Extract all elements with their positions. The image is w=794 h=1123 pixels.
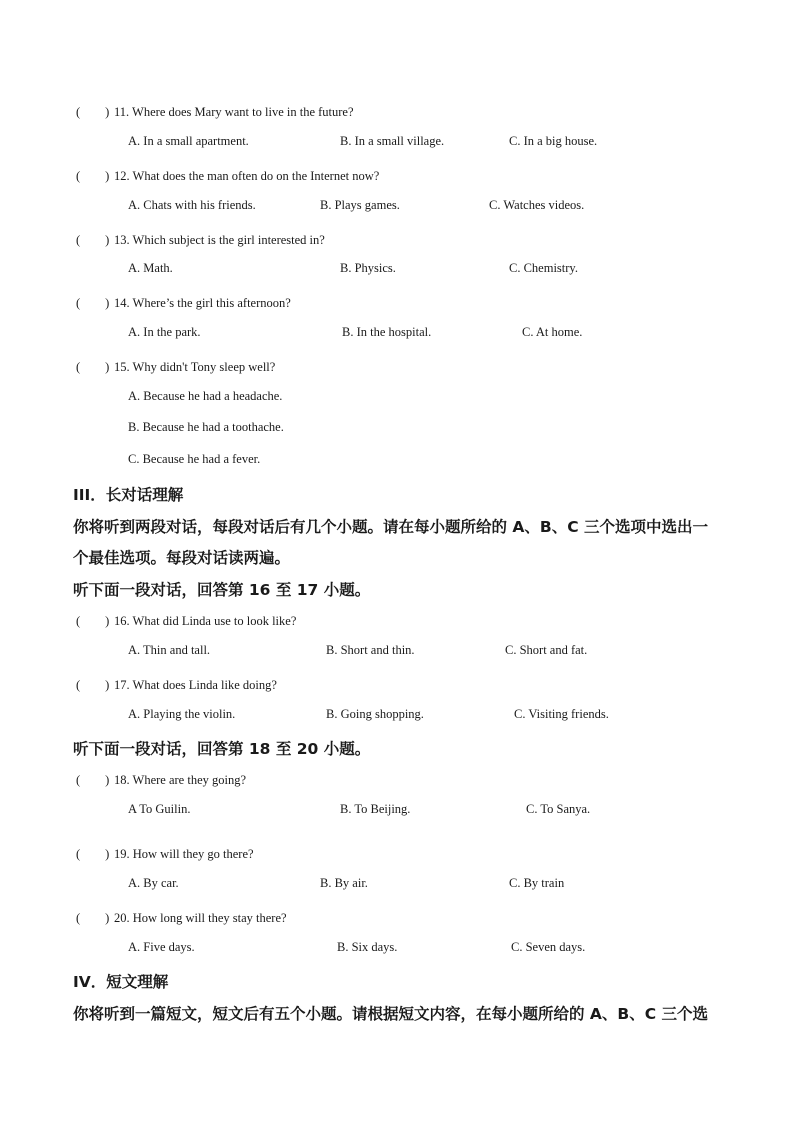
- question-16: [76, 611, 296, 629]
- section-4-instructions-line-1: 你将听到一篇短文，短文后有五个小题。请根据短文内容，在每小题所给的 A、B、C 三个选: [73, 1005, 708, 1023]
- section-4-title: IV．短文理解: [73, 973, 169, 991]
- answer-blank[interactable]: ( ): [76, 847, 110, 861]
- option-c: C. Seven days.: [511, 940, 586, 954]
- option-a: A. In the park.: [128, 325, 201, 339]
- option-b: B. Plays games.: [320, 198, 400, 212]
- question-17: [76, 675, 277, 693]
- question-13: [76, 230, 325, 248]
- section-3-instructions-line-1: 你将听到两段对话，每段对话后有几个小题。请在每小题所给的 A、B、C 三个选项中选出一: [73, 518, 708, 536]
- option-b: B. Six days.: [337, 940, 398, 954]
- question-14: [76, 293, 291, 311]
- answer-blank[interactable]: ( ): [76, 360, 110, 374]
- answer-blank[interactable]: ( ): [76, 614, 110, 628]
- answer-blank[interactable]: ( ): [76, 678, 110, 692]
- option-a: A. Five days.: [128, 940, 195, 954]
- question-19: [76, 844, 254, 862]
- answer-blank[interactable]: ( ): [76, 233, 110, 247]
- option-a: A. Math.: [128, 261, 173, 275]
- question-text: 11. Where does Mary want to live in the future?: [114, 105, 354, 119]
- question-text: 20. How long will they stay there?: [114, 911, 287, 925]
- option-a: A. Thin and tall.: [128, 643, 211, 657]
- option-a: A. By car.: [128, 876, 179, 890]
- option-c: C. Because he had a fever.: [128, 452, 261, 466]
- option-b: B. Because he had a toothache.: [128, 420, 284, 434]
- answer-blank[interactable]: ( ): [76, 169, 110, 183]
- option-b: B. Physics.: [340, 261, 396, 275]
- question-text: 16. What did Linda use to look like?: [114, 614, 297, 628]
- answer-blank[interactable]: ( ): [76, 105, 110, 119]
- option-a: A. Playing the violin.: [128, 707, 236, 721]
- option-c: C. Short and fat.: [505, 643, 588, 657]
- option-b: B. In a small village.: [340, 134, 445, 148]
- option-c: C. By train: [509, 876, 565, 890]
- option-c: C. At home.: [522, 325, 583, 339]
- dialogue-group-1-heading: 听下面一段对话，回答第 16 至 17 小题。: [73, 581, 371, 599]
- question-12: [76, 166, 379, 184]
- option-a: A. Because he had a headache.: [128, 389, 283, 403]
- option-c: C. Chemistry.: [509, 261, 578, 275]
- question-20: [76, 908, 287, 926]
- answer-blank[interactable]: ( ): [76, 911, 110, 925]
- option-c: C. In a big house.: [509, 134, 598, 148]
- option-a: A. Chats with his friends.: [128, 198, 256, 212]
- dialogue-group-2-heading: 听下面一段对话，回答第 18 至 20 小题。: [73, 740, 371, 758]
- option-c: C. Watches videos.: [489, 198, 585, 212]
- question-11: [76, 102, 354, 120]
- answer-blank[interactable]: ( ): [76, 773, 110, 787]
- option-b: B. To Beijing.: [340, 802, 411, 816]
- question-text: 13. Which subject is the girl interested in?: [114, 233, 325, 247]
- question-15: [76, 357, 275, 375]
- option-c: C. To Sanya.: [526, 802, 591, 816]
- option-b: B. By air.: [320, 876, 368, 890]
- answer-blank[interactable]: ( ): [76, 296, 110, 310]
- option-b: B. Short and thin.: [326, 643, 415, 657]
- section-3-instructions-line-2: 个最佳选项。每段对话读两遍。: [73, 549, 291, 567]
- question-text: 19. How will they go there?: [114, 847, 254, 861]
- question-18: [76, 770, 246, 788]
- option-c: C. Visiting friends.: [514, 707, 609, 721]
- option-b: B. Going shopping.: [326, 707, 424, 721]
- question-text: 15. Why didn't Tony sleep well?: [114, 360, 276, 374]
- option-a: A. In a small apartment.: [128, 134, 249, 148]
- option-b: B. In the hospital.: [342, 325, 432, 339]
- question-text: 14. Where’s the girl this afternoon?: [114, 296, 291, 310]
- question-text: 17. What does Linda like doing?: [114, 678, 277, 692]
- question-text: 12. What does the man often do on the Internet now?: [114, 169, 380, 183]
- option-a: A To Guilin.: [128, 802, 191, 816]
- section-3-title: III．长对话理解: [73, 486, 184, 504]
- question-text: 18. Where are they going?: [114, 773, 247, 787]
